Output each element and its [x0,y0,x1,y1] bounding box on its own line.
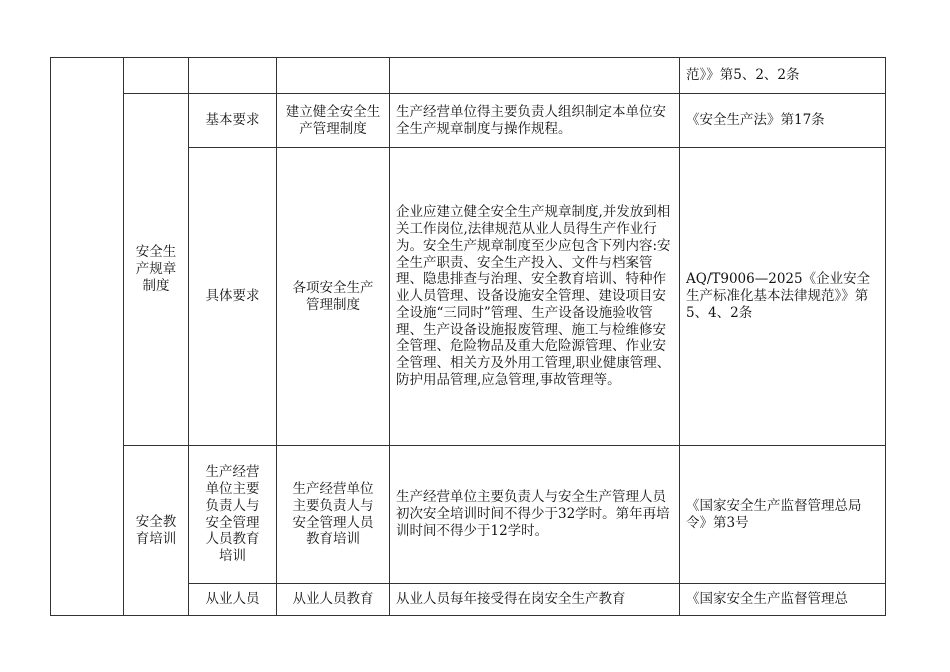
description-cell [390,584,680,616]
table-cell-empty [189,58,277,94]
item-cell [189,94,277,148]
basis-cell [680,94,886,148]
subitem-text: 从业人员教育 [292,591,374,608]
basis-cell [680,446,886,584]
subitem-cell [277,94,390,148]
item-text: 基本要求 [205,112,260,129]
subitem-cell [277,446,390,584]
description-text: 从业人员每年接受得在岗安全生产教育 [396,591,626,608]
category-text: 安全教育培训 [135,513,177,547]
subitem-cell [277,148,390,446]
table-cell-empty [277,58,390,94]
item-cell [189,148,277,446]
basis-text: AQ/T9006—2025《企业安全生产标准化基本法律规范》》第5、4、2条 [686,271,871,321]
basis-cell [680,58,886,94]
description-text: 生产经营单位得主要负责人组织制定本单位安全生产规章制度与操作规程。 [396,103,666,137]
subitem-text: 生产经营单位主要负责人与安全管理人员教育培训 [292,480,374,548]
basis-text: 范》》第5、2、2条 [686,67,800,84]
item-text: 从业人员 [205,591,260,608]
category-text: 安全生产规章制度 [135,244,177,294]
basis-cell [680,148,886,446]
subitem-text: 建立健全安全生产管理制度 [285,103,381,137]
basis-cell [680,584,886,616]
regulation-table [50,57,886,616]
subitem-text: 各项安全生产管理制度 [292,279,374,313]
table-row [51,58,886,94]
table-cell-empty [124,58,189,94]
table-row [51,446,886,584]
description-cell [390,94,680,148]
basis-text: 《国家安全生产监督管理总 [686,591,848,608]
description-cell [390,148,680,446]
outer-category-cell [51,58,124,616]
basis-text: 《安全生产法》第17条 [686,112,825,129]
category-cell [124,94,189,446]
item-cell [189,584,277,616]
description-text: 企业应建立健全安全生产规章制度,并发放到相关工作岗位,法律规范从业人员得生产作业行为。安全生产规章制度至少应包含下列内容:安全生产职责、安全生产投入、文件与档案管理、隐患排查与治理、安全教育培训、特种作业人员管理、设备设施安全管理、建设项目安全设施“三同时”管理、生产设备设施验收管理、生产设备设施报废管理、施工与检维修安全管理、危险物品及重大危险源管理、作业安全管理、相关方及外用工管理,职业健康管理、防护用品管理,应急管理,事故管理等。 [396,204,671,389]
basis-text: 《国家安全生产监督管理总局令》第3号 [686,497,862,531]
description-cell [390,446,680,584]
table-row [51,94,886,148]
table-cell-empty [390,58,680,94]
item-cell [189,446,277,584]
item-text: 生产经营单位主要负责人与安全管理人员教育培训 [205,464,260,565]
item-text: 具体要求 [205,288,260,305]
subitem-cell [277,584,390,616]
description-text: 生产经营单位主要负责人与安全生产管理人员初次安全培训时间不得少于32学时。第年再培训时间不得少于12学时。 [396,489,670,539]
category-cell [124,446,189,616]
